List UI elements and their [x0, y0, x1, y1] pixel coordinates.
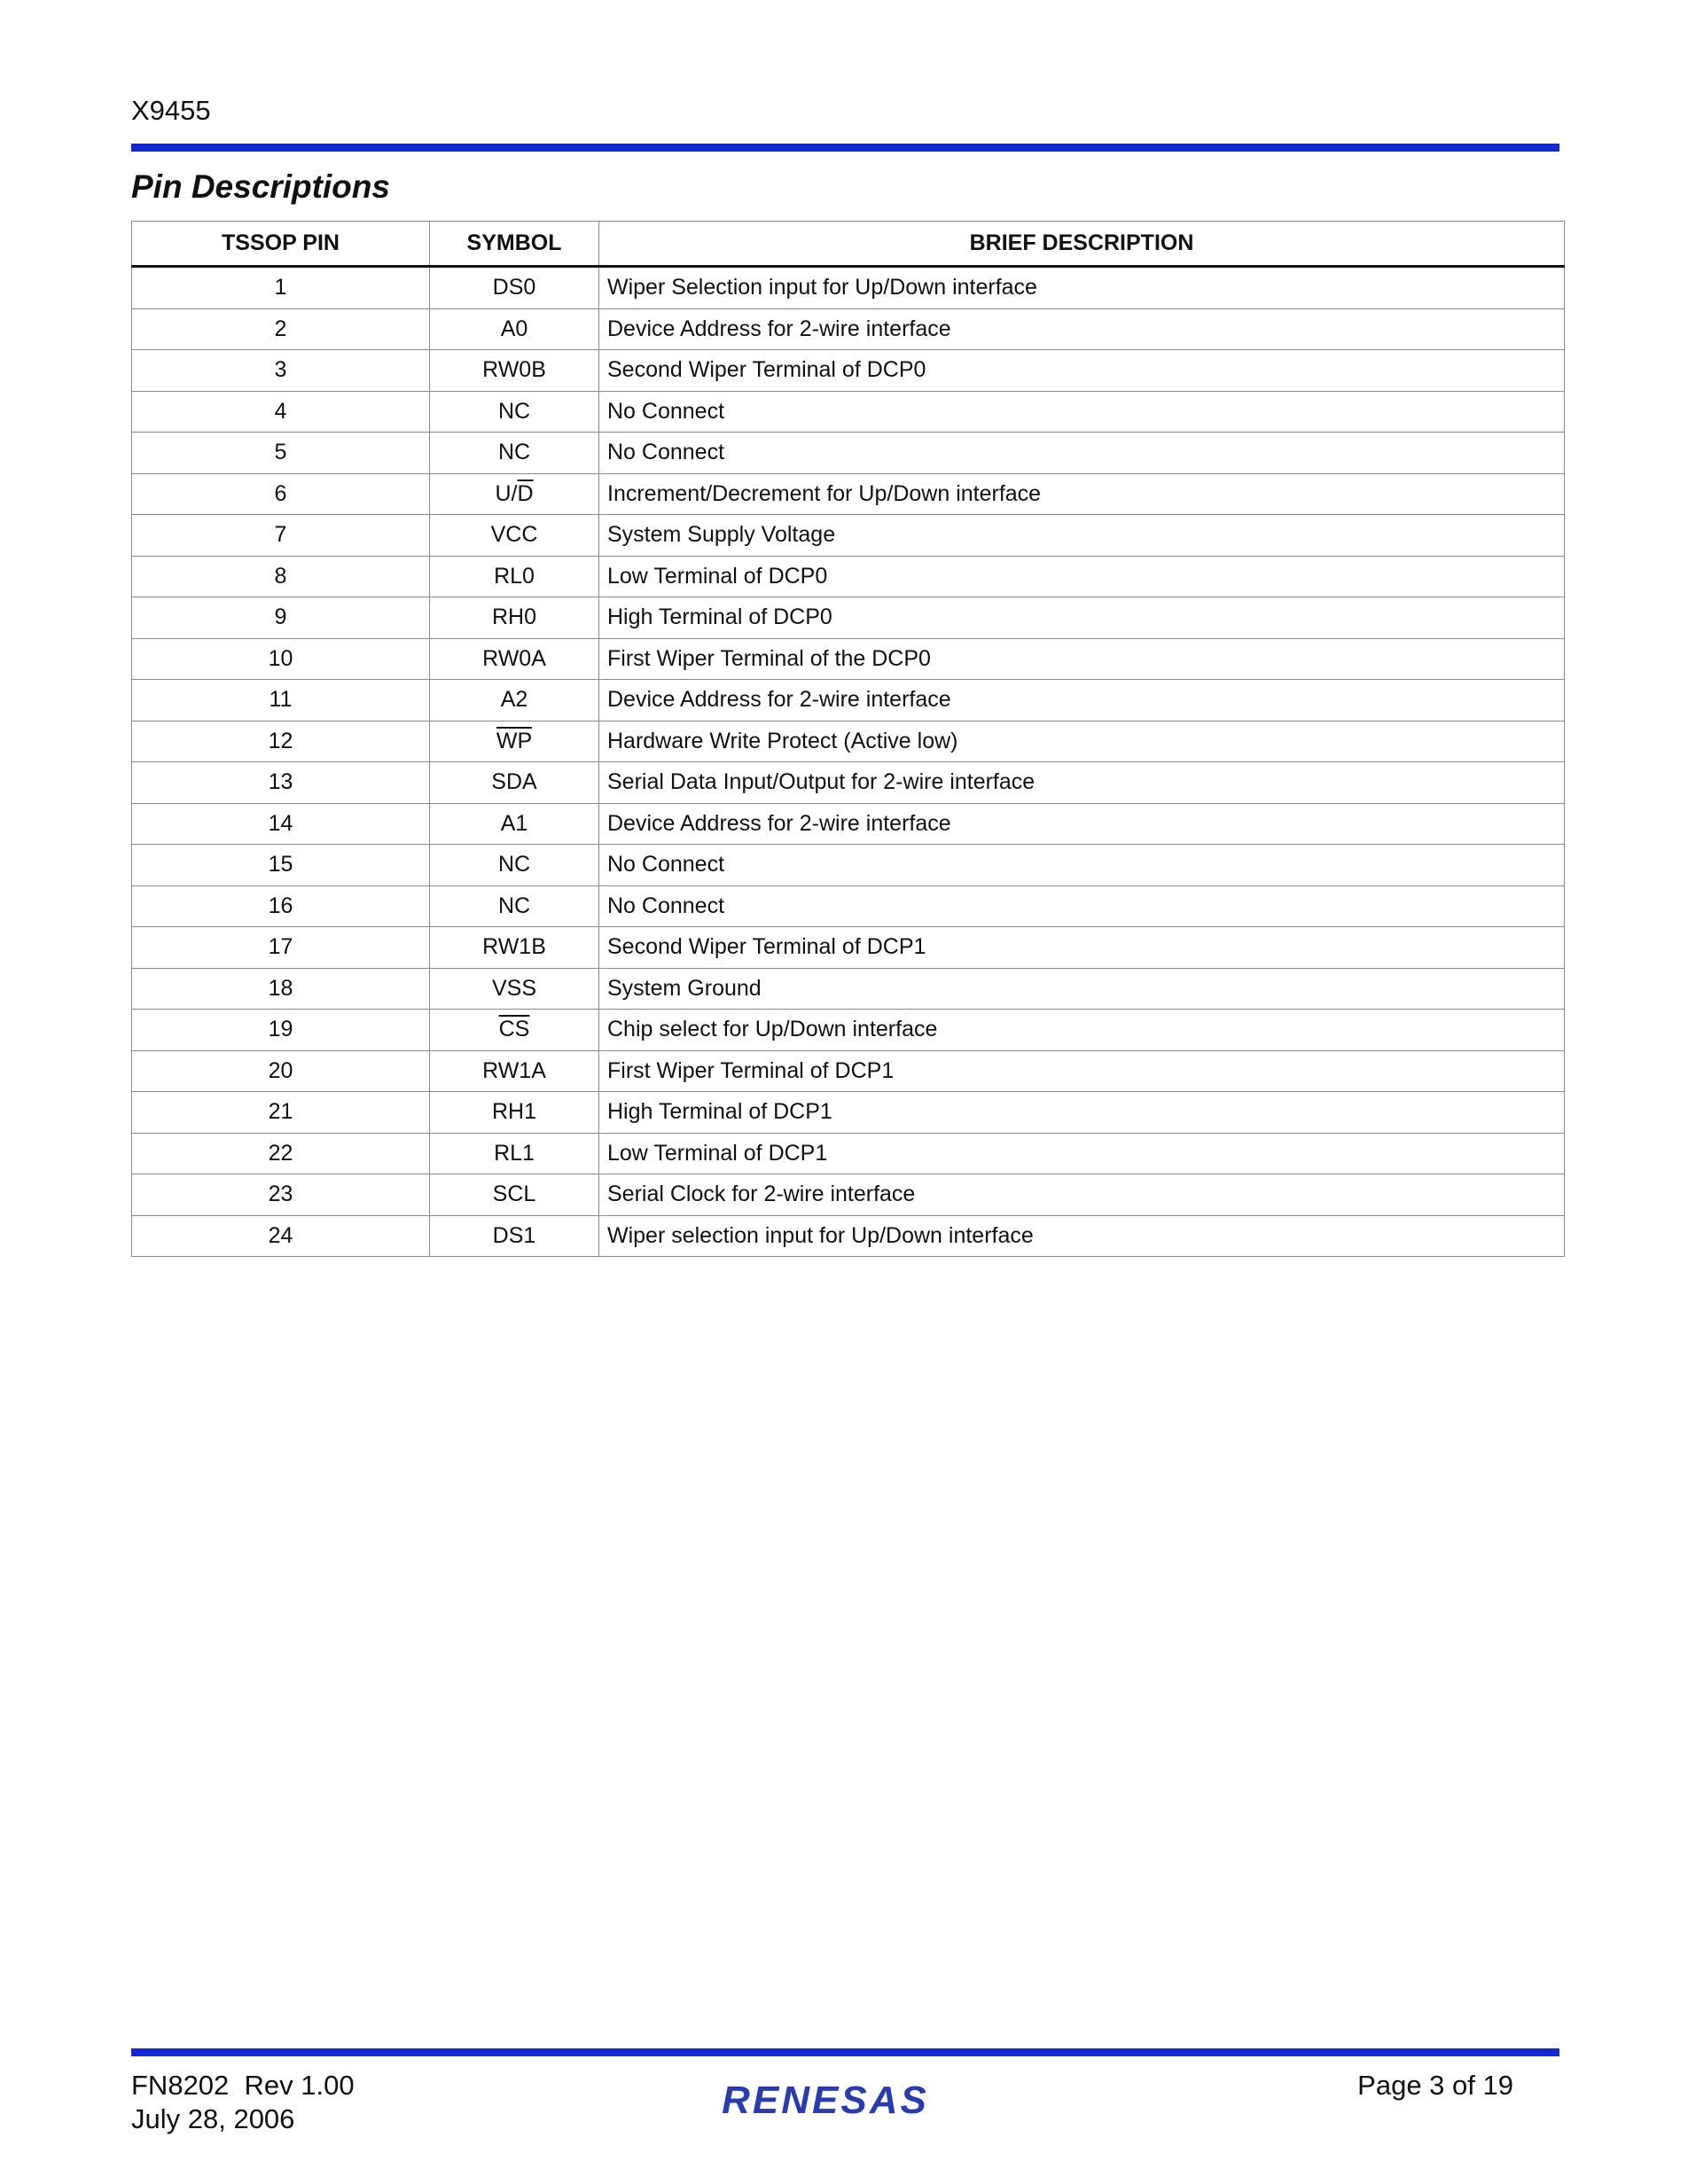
renesas-logo-text: RENESAS: [722, 2079, 929, 2122]
pin-symbol: [430, 1010, 599, 1051]
pin-description: No Connect: [599, 433, 1565, 474]
pin-symbol: A0: [430, 308, 599, 350]
pin-symbol: RW0B: [430, 350, 599, 392]
table-row: [132, 515, 1565, 557]
pin-number: 20: [132, 1050, 430, 1092]
document-id: X9455: [131, 95, 211, 126]
pin-description: Wiper selection input for Up/Down interface: [599, 1215, 1565, 1257]
table-row: [132, 433, 1565, 474]
pin-number: 17: [132, 927, 430, 969]
pin-symbol: A1: [430, 803, 599, 845]
table-row: [132, 1133, 1565, 1174]
table-row: [132, 391, 1565, 433]
pin-symbol: VSS: [430, 968, 599, 1010]
pin-description: Chip select for Up/Down interface: [599, 1010, 1565, 1051]
pin-symbol: NC: [430, 845, 599, 886]
table-row: [132, 721, 1565, 762]
pin-description: High Terminal of DCP0: [599, 597, 1565, 639]
pin-number: 11: [132, 680, 430, 722]
pin-symbol: SCL: [430, 1174, 599, 1216]
pin-symbol: NC: [430, 885, 599, 927]
table-row: [132, 885, 1565, 927]
table-row: [132, 473, 1565, 515]
pin-description: Serial Clock for 2-wire interface: [599, 1174, 1565, 1216]
footer-doc-info: [131, 2069, 355, 2136]
pin-number: 10: [132, 638, 430, 680]
pin-description: Device Address for 2-wire interface: [599, 308, 1565, 350]
pin-description: Increment/Decrement for Up/Down interface: [599, 473, 1565, 515]
table-row: [132, 1010, 1565, 1051]
section-title: Pin Descriptions: [131, 168, 390, 205]
pin-symbol: NC: [430, 391, 599, 433]
pin-symbol: RL1: [430, 1133, 599, 1174]
pin-number: 3: [132, 350, 430, 392]
pin-description: No Connect: [599, 391, 1565, 433]
table-header-row: [132, 222, 1565, 267]
table-row: [132, 308, 1565, 350]
pin-number: 22: [132, 1133, 430, 1174]
footer-page-number: Page 3 of 19: [1357, 2070, 1513, 2101]
pin-number: 15: [132, 845, 430, 886]
table-row: [132, 680, 1565, 722]
pin-description: No Connect: [599, 845, 1565, 886]
pin-number: 1: [132, 267, 430, 309]
pin-number: 14: [132, 803, 430, 845]
table-row: [132, 267, 1565, 309]
pin-symbol: [430, 721, 599, 762]
pin-symbol: SDA: [430, 762, 599, 804]
footer-rule: [131, 2048, 1559, 2056]
pin-number: 12: [132, 721, 430, 762]
pin-symbol: RW1B: [430, 927, 599, 969]
pin-symbol-d-active-low: $\overline{D}$: [517, 480, 534, 506]
pin-number: 9: [132, 597, 430, 639]
pin-descriptions-table: [131, 221, 1565, 1257]
pin-description: Hardware Write Protect (Active low): [599, 721, 1565, 762]
table-row: [132, 1092, 1565, 1134]
pin-number: 24: [132, 1215, 430, 1257]
pin-number: 13: [132, 762, 430, 804]
pin-symbol: RH0: [430, 597, 599, 639]
pin-number: 18: [132, 968, 430, 1010]
pin-description: Second Wiper Terminal of DCP1: [599, 927, 1565, 969]
table-row: [132, 350, 1565, 392]
table-row: [132, 597, 1565, 639]
pin-description: Device Address for 2-wire interface: [599, 680, 1565, 722]
pin-description: System Supply Voltage: [599, 515, 1565, 557]
header-symbol: SYMBOL: [430, 222, 599, 267]
pin-symbol: [430, 473, 599, 515]
pin-number: 4: [132, 391, 430, 433]
pin-number: 5: [132, 433, 430, 474]
table-row: [132, 803, 1565, 845]
header-rule: [131, 144, 1559, 152]
pin-description: Device Address for 2-wire interface: [599, 803, 1565, 845]
footer-date: July 28, 2006: [131, 2103, 295, 2134]
pin-number: 23: [132, 1174, 430, 1216]
pin-description: Wiper Selection input for Up/Down interface: [599, 267, 1565, 309]
table-row: [132, 638, 1565, 680]
pin-symbol-active-low: $\overline{CS}$: [498, 1017, 530, 1042]
pin-description: Low Terminal of DCP1: [599, 1133, 1565, 1174]
table-row: [132, 1050, 1565, 1092]
pin-symbol-u: U/: [495, 480, 518, 506]
table-row: [132, 1215, 1565, 1257]
pin-symbol: A2: [430, 680, 599, 722]
pin-symbol-active-low: $\overline{WP}$: [496, 728, 533, 753]
pin-symbol: VCC: [430, 515, 599, 557]
pin-number: 21: [132, 1092, 430, 1134]
pin-description: First Wiper Terminal of DCP1: [599, 1050, 1565, 1092]
table-row: [132, 762, 1565, 804]
pin-number: 7: [132, 515, 430, 557]
pin-number: 8: [132, 556, 430, 597]
pin-number: 2: [132, 308, 430, 350]
table-row: [132, 927, 1565, 969]
pin-description: High Terminal of DCP1: [599, 1092, 1565, 1134]
pin-description: First Wiper Terminal of the DCP0: [599, 638, 1565, 680]
pin-description: Low Terminal of DCP0: [599, 556, 1565, 597]
pin-number: 6: [132, 473, 430, 515]
pin-number: 16: [132, 885, 430, 927]
pin-symbol: RW0A: [430, 638, 599, 680]
header-tssop-pin: TSSOP PIN: [132, 222, 430, 267]
footer-doc-number: FN8202 Rev 1.00: [131, 2070, 355, 2101]
pin-description: Serial Data Input/Output for 2-wire interface: [599, 762, 1565, 804]
pin-symbol: RH1: [430, 1092, 599, 1134]
pin-symbol: NC: [430, 433, 599, 474]
table-row: [132, 556, 1565, 597]
header-brief-description: BRIEF DESCRIPTION: [599, 222, 1565, 267]
pin-description: System Ground: [599, 968, 1565, 1010]
pin-number: 19: [132, 1010, 430, 1051]
pin-description: Second Wiper Terminal of DCP0: [599, 350, 1565, 392]
renesas-logo: [688, 2074, 963, 2126]
pin-symbol: RW1A: [430, 1050, 599, 1092]
pin-symbol: DS0: [430, 267, 599, 309]
table-row: [132, 968, 1565, 1010]
pin-symbol: RL0: [430, 556, 599, 597]
pin-symbol: DS1: [430, 1215, 599, 1257]
table-row: [132, 1174, 1565, 1216]
pin-description: No Connect: [599, 885, 1565, 927]
table-row: [132, 845, 1565, 886]
